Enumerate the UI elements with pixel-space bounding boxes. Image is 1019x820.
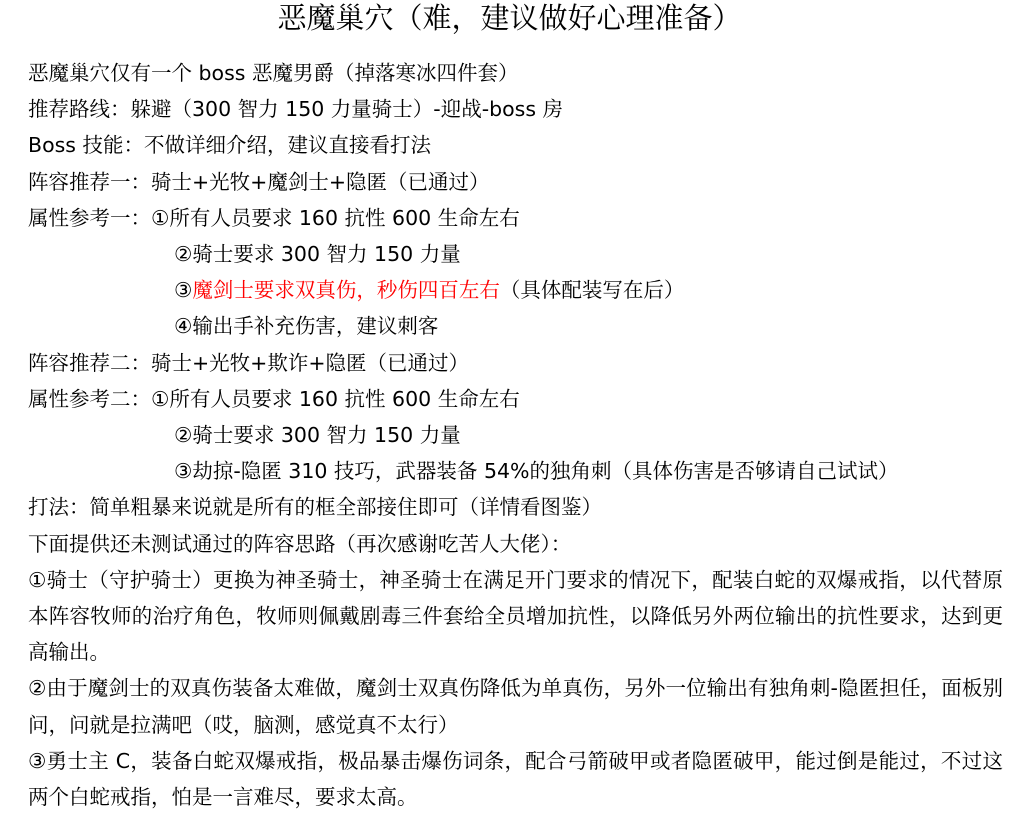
attr-two-item-3: ③劫掠-隐匿 310 技巧，武器装备 54%的独角刺（具体伤害是否够请自己试试）: [174, 459, 899, 484]
attr-one-label: 属性参考一：: [28, 205, 151, 230]
attr-two-item-2: ②骑士要求 300 智力 150 力量: [174, 423, 461, 448]
untested-intro-line: 下面提供还未测试通过的阵容思路（再次感谢吃苦人大佬）：: [28, 531, 572, 556]
attr-one-item-2: ②骑士要求 300 智力 150 力量: [174, 242, 461, 267]
attr-one-item-1-text: ①所有人员要求 160 抗性 600 生命左右: [151, 205, 520, 230]
route-line: 推荐路线：躲避（300 智力 150 力量骑士）-迎战-boss 房: [28, 97, 564, 122]
attr-two-label: 属性参考二：: [28, 386, 151, 411]
skills-line: Boss 技能：不做详细介绍，建议直接看打法: [28, 133, 431, 158]
page-title: 恶魔巢穴（难，建议做好心理准备）: [277, 1, 742, 35]
attr-two-item-1-text: ①所有人员要求 160 抗性 600 生命左右: [151, 386, 520, 411]
document-body: [28, 55, 1003, 815]
attr-one-item-1: [28, 200, 1003, 236]
lineup-one-line: 阵容推荐一：骑士+光牧+魔剑士+隐匿（已通过）: [28, 169, 490, 194]
attr-one-item-3-highlight: 魔剑士要求双真伤，秒伤四百左右: [192, 278, 500, 303]
lineup-two-line: 阵容推荐二：骑士+光牧+欺诈+隐匿（已通过）: [28, 350, 470, 375]
attr-one-item-3-note: （具体配装写在后）: [499, 278, 685, 303]
idea-paragraph-1: ①骑士（守护骑士）更换为神圣骑士，神圣骑士在满足开门要求的情况下，配装白蛇的双爆戒指，以代替原本阵容牧师的治疗角色，牧师则佩戴剧毒三件套给全员增加抗性，以降低另外两位输出的抗性要求，达到更高输出。: [28, 567, 1003, 665]
attr-one-item-3-number: ③: [174, 278, 193, 303]
idea-paragraph-2: ②由于魔剑士的双真伤装备太难做，魔剑士双真伤降低为单真伤，另外一位输出有独角刺-隐匿担任，面板别问，问就是拉满吧（哎，脑测，感觉真不太行）: [28, 676, 1003, 737]
attr-two-item-1: [28, 381, 1003, 417]
idea-paragraph-3: ③勇士主 C，装备白蛇双爆戒指，极品暴击爆伤词条，配合弓箭破甲或者隐匿破甲，能过倒是能过，不过这两个白蛇戒指，怕是一言难尽，要求太高。: [28, 748, 1003, 810]
intro-line: 恶魔巢穴仅有一个 boss 恶魔男爵（掉落寒冰四件套）: [28, 61, 519, 85]
attr-one-item-3: [28, 272, 1003, 308]
attr-one-item-4: ④输出手补充伤害，建议刺客: [174, 314, 439, 339]
tactic-line: 打法：简单粗暴来说就是所有的框全部接住即可（详情看图鉴）: [28, 495, 602, 520]
